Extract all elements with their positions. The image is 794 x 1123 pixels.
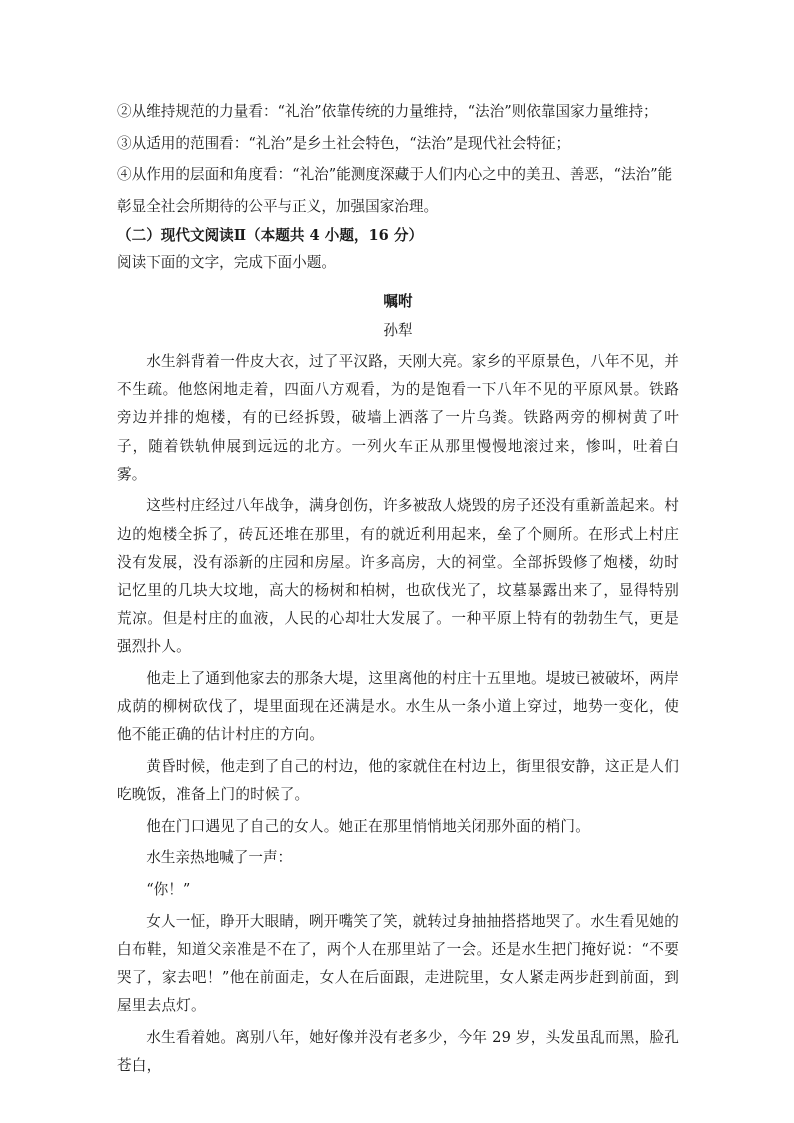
intro-point: ②从维持规范的力量看：“礼治”依靠传统的力量维持，“法治”则依靠国家力量维持； xyxy=(117,103,658,120)
intro-point-continuation: 彰显全社会所期待的公平与正义，加强国家治理。 xyxy=(117,197,439,215)
article-paragraph: 黄昏时候，他走到了自己的村边，他的家就住在村边上，街里很安静，这正是人们吃晚饭，准备上门的时候了。 xyxy=(117,758,679,804)
document-page xyxy=(117,96,679,1084)
intro-point: ③从适用的范围看：“礼治”是乡土社会特色，“法治”是现代社会特征； xyxy=(117,134,571,152)
article-paragraph: 他走上了通到他家去的那条大堤，这里离他的村庄十五里地。堤坡已被破坏，两岸成荫的柳树砍伐了，堤里面现在还满是水。水生从一条小道上穿过，地势一变化，使他不能正确的估计村庄的方向。 xyxy=(117,670,679,744)
article-title: 嘱咐 xyxy=(383,293,413,310)
article-paragraph: 女人一怔，睁开大眼睛，咧开嘴笑了笑，就转过身抽抽搭搭地哭了。水生看见她的白布鞋，知道父亲准是不在了，两个人在那里站了一会。还是水生把门掩好说：“不要哭了，家去吧！”他在前面走，女人在后面跟，走进院里，女人紧走两步赶到前面，到屋里去点灯。 xyxy=(117,912,679,1015)
intro-points xyxy=(117,96,679,222)
article-paragraph: 水生斜背着一件皮大衣，过了平汉路，天刚大亮。家乡的平原景色，八年不见，并不生疏。他悠闲地走着，四面八方观看，为的是饱看一下八年不见的平原风景。铁路旁边并排的炮楼，有的已经拆毁，破墙上洒落了一片乌粪。铁路两旁的柳树黄了叶子，随着铁轨伸展到远远的北方。一列火车正从那里慢慢地滚过来，惨叫，吐着白雾。 xyxy=(117,353,679,483)
article-paragraph: 水生亲热地喊了一声： xyxy=(146,849,293,867)
article-paragraph: 水生看着她。离别八年，她好像并没有老多少，今年 29 岁，头发虽乱而黑，脸孔苍白， xyxy=(117,1028,679,1074)
reading-instruction: 阅读下面的文字，完成下面小题。 xyxy=(117,254,336,271)
section-heading: （二）现代文阅读Ⅱ（本题共 4 小题，16 分） xyxy=(117,227,424,244)
article-body xyxy=(117,348,679,1080)
article-dialogue: “你！” xyxy=(146,881,191,898)
article-paragraph: 他在门口遇见了自己的女人。她正在那里悄悄地关闭那外面的梢门。 xyxy=(146,817,591,835)
intro-point: ④从作用的层面和角度看：“礼治”能测度深藏于人们内心之中的美丑、善恶，“法治”能 xyxy=(117,166,673,183)
article-paragraph: 这些村庄经过八年战争，满身创伤，许多被敌人烧毁的房子还没有重新盖起来。村边的炮楼全拆了，砖瓦还堆在那里，有的就近利用起来，垒了个厕所。在形式上村庄没有发展，没有添新的庄园和房屋。许多高房，大的祠堂。全部拆毁修了炮楼，幼时记忆里的几块大坟地，高大的杨树和柏树，也砍伐光了，坟墓暴露出来了，显得特别荒凉。但是村庄的血液，人民的心却壮大发展了。一种平原上特有的勃勃生气，更是强烈扑人。 xyxy=(117,497,679,656)
article-author: 孙犁 xyxy=(383,322,413,339)
